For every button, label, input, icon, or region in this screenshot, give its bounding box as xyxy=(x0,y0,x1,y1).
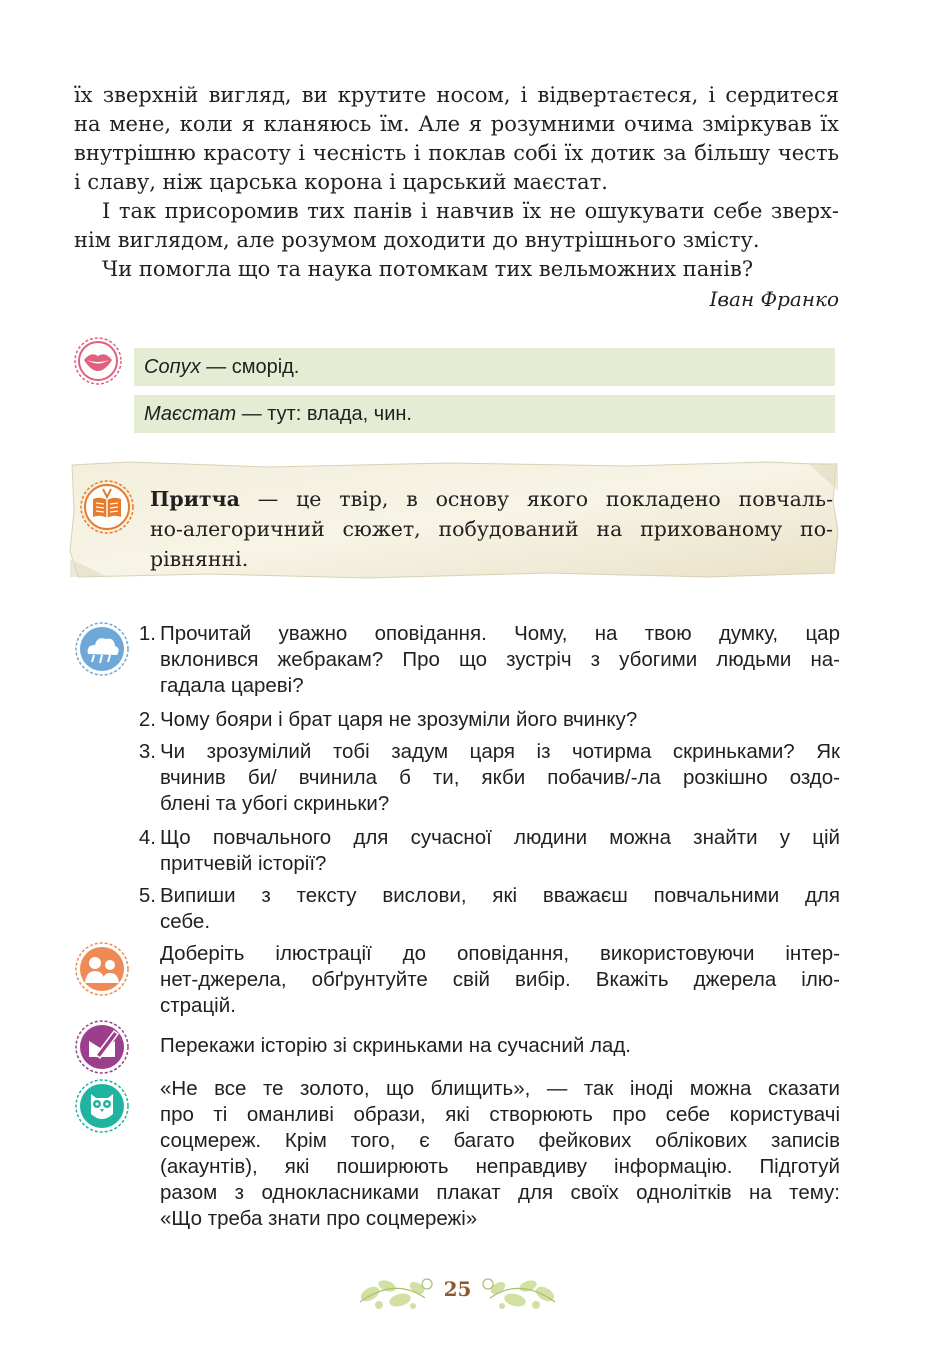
story-line: і славу, ніж царська корона і царський маєстат. xyxy=(74,170,608,194)
task-retell xyxy=(160,1033,840,1059)
story-line: нім виглядом, але розумом доходити до внутрішнього змісту. xyxy=(74,228,760,252)
glossary-row-1 xyxy=(134,348,835,386)
task-social-media xyxy=(160,1076,840,1232)
question-text xyxy=(160,621,840,699)
question-5 xyxy=(130,883,840,935)
parable-line-1 xyxy=(150,484,833,514)
task-line: разом з однокласниками плакат для своїх однолітків на тему: xyxy=(160,1181,840,1204)
question-number: 3. xyxy=(138,740,156,763)
story-line: їх зверхній вигляд, ви крутите носом, і відвертаєтеся, і сердитеся xyxy=(74,83,839,107)
parable-definition xyxy=(150,484,833,574)
question-line: себе. xyxy=(160,910,211,933)
parable-line-3: рівнянні. xyxy=(150,547,249,571)
parable-term: Притча xyxy=(150,487,240,511)
story-line: внутрішню красоту і чесність і поклав собі їх дотик за більшу честь xyxy=(74,141,839,165)
pen-icon xyxy=(74,1019,130,1075)
task-line: «Що треба знати про соцмережі» xyxy=(160,1207,478,1230)
task-illustrations xyxy=(160,941,840,1019)
question-number: 1. xyxy=(138,622,156,645)
question-line: Що повчального для сучасної людини можна знайти у цій xyxy=(160,826,840,849)
parable-line-2: но-алегоричний сюжет, побудований на прихованому по- xyxy=(150,517,833,541)
question-line: притчевій історії? xyxy=(160,852,327,875)
task-line: соцмереж. Крім того, є багато фейкових облікових записів xyxy=(160,1129,840,1152)
author-name: Іван Франко xyxy=(709,287,839,311)
story-line: на мене, коли я кланяюсь їм. Але я розумними очима зміркував їх xyxy=(74,112,839,136)
question-line: Чому бояри і брат царя не зрозуміли його вчинку? xyxy=(160,708,638,731)
story-line: Чи помогла що та наука потомкам тих вельможних панів? xyxy=(102,257,754,281)
glossary-term: Маєстат xyxy=(144,403,237,425)
people-icon xyxy=(74,941,130,997)
question-line: вклонився жебракам? Про що зустріч з убогими людьми на- xyxy=(160,648,840,671)
question-2 xyxy=(130,707,840,733)
question-line: гадала цареві? xyxy=(160,674,304,697)
task-line: «Не все те золото, що блищить», — так іноді можна сказати xyxy=(160,1077,840,1100)
question-line: Випиши з тексту вислови, які вважаєш повчальними для xyxy=(160,884,840,907)
glossary-row-2 xyxy=(134,395,835,433)
story-text xyxy=(74,81,839,284)
story-paragraph-1-line2 xyxy=(74,110,839,139)
task-line: страцій. xyxy=(160,994,236,1017)
question-number: 2. xyxy=(138,708,156,731)
question-line: Прочитай уважно оповідання. Чому, на твою думку, цар xyxy=(160,622,840,645)
story-line: І так присоромив тих панів і навчив їх не ошукувати себе зверх- xyxy=(102,199,839,223)
question-text xyxy=(160,883,840,935)
question-text xyxy=(160,707,840,733)
task-line: про ті оманливі образи, які створюють про себе користувачі xyxy=(160,1103,840,1126)
glossary-term: Сопух xyxy=(144,356,201,378)
question-1 xyxy=(130,621,840,699)
lips-icon xyxy=(73,336,123,386)
task-line: (акаунтів), які поширюють неправдиву інформацію. Підготуй xyxy=(160,1155,840,1178)
story-paragraph-2 xyxy=(74,197,839,226)
question-number: 5. xyxy=(138,884,156,907)
question-line: вчинив би/ вчинила б ти, якби побачив/-ла розкішно оздо- xyxy=(160,766,840,789)
question-text xyxy=(160,825,840,877)
page-number: 25 xyxy=(443,1277,472,1301)
task-line: Перекажи історію зі скриньками на сучасний лад. xyxy=(160,1034,631,1057)
story-paragraph-1 xyxy=(74,81,839,110)
glossary-definition: — тут: влада, чин. xyxy=(236,403,412,425)
question-text xyxy=(160,739,840,817)
question-line: Чи зрозумілий тобі задум царя із чотирма скриньками? Як xyxy=(160,740,840,763)
story-paragraph-1-line3 xyxy=(74,139,839,168)
question-4 xyxy=(130,825,840,877)
owl-icon xyxy=(74,1078,130,1134)
task-line: Доберіть ілюстрації до оповідання, використовуючи інтер- xyxy=(160,942,840,965)
question-line: блені та убогі скриньки? xyxy=(160,792,390,815)
glossary-definition: — сморід. xyxy=(200,356,300,378)
question-3 xyxy=(130,739,840,817)
story-paragraph-2-line2 xyxy=(74,226,839,255)
question-number: 4. xyxy=(138,826,156,849)
story-paragraph-3 xyxy=(74,255,839,284)
parable-text-line: — це твір, в основу якого покладено повчаль- xyxy=(239,487,833,511)
open-book-icon xyxy=(79,479,135,535)
task-line: нет-джерела, обґрунтуйте свій вибір. Вкажіть джерела ілю- xyxy=(160,968,840,991)
cloud-icon xyxy=(74,621,130,677)
story-paragraph-1-line4 xyxy=(74,168,839,197)
